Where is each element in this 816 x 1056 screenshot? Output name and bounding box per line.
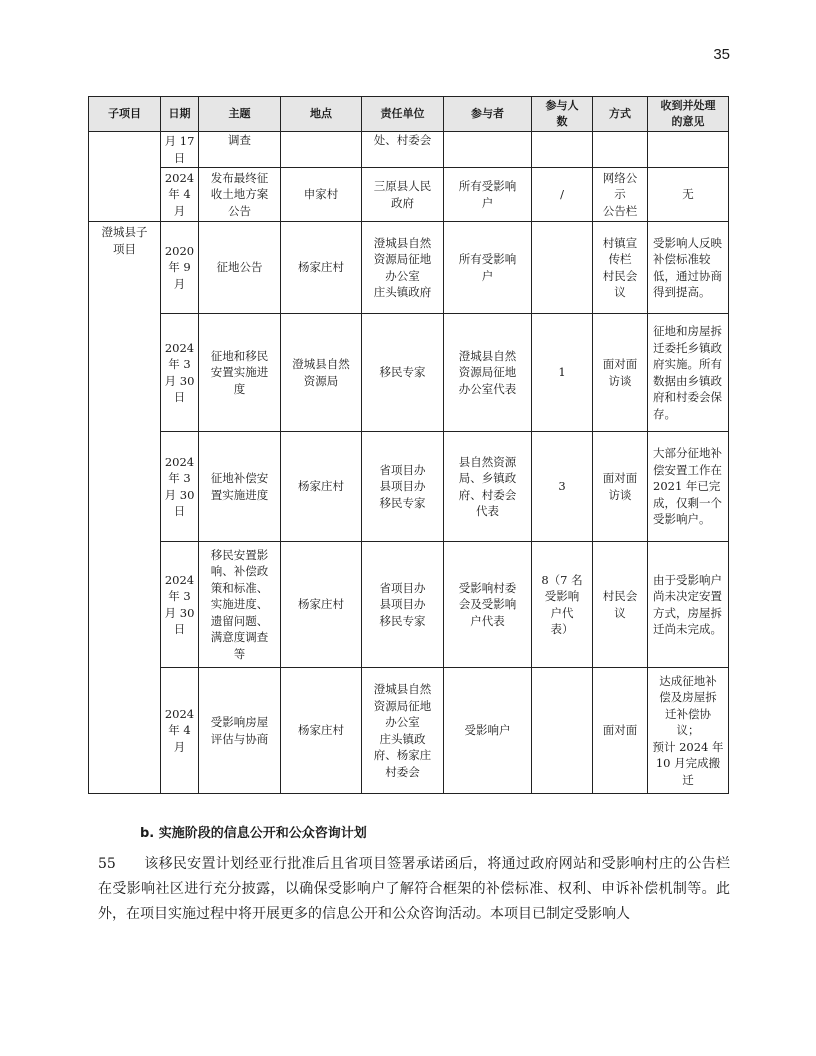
cell-participants: 所有受影响 户 xyxy=(444,168,532,222)
cell-location: 申家村 xyxy=(281,168,362,222)
cell-count: 1 xyxy=(532,314,593,432)
table-row xyxy=(89,542,729,668)
cell-responsible: 澄城县自然 资源局征地 办公室 庄头镇政 府、杨家庄 村委会 xyxy=(362,668,444,794)
paragraph-text: 该移民安置计划经亚行批准后且省项目签署承诺函后，将通过政府网站和受影响村庄的公告栏在受影响社区进行充分披露，以确保受影响户了解符合框架的补偿标准、权利、申诉补偿机制等。此外，在项目实施过程中将开展更多的信息公开和公众咨询活动。本项目已制定受影响人 xyxy=(98,856,730,922)
cell-count: 3 xyxy=(532,432,593,542)
table-row xyxy=(89,222,729,314)
cell-opinion: 无 xyxy=(648,168,729,222)
cell-topic: 征地公告 xyxy=(199,222,281,314)
cell-date: 2024 年 3 月 30 日 xyxy=(161,314,199,432)
cell-count xyxy=(532,222,593,314)
table-row xyxy=(89,314,729,432)
cell-date: 2024 年 4 月 xyxy=(161,168,199,222)
header-opinion: 收到并处理 的意见 xyxy=(648,97,729,132)
header-location: 地点 xyxy=(281,97,362,132)
header-topic: 主题 xyxy=(199,97,281,132)
cell-method: 网络公 示 公告栏 xyxy=(593,168,648,222)
cell-count xyxy=(532,668,593,794)
header-subproject: 子项目 xyxy=(89,97,161,132)
section-heading: b. 实施阶段的信息公开和公众咨询计划 xyxy=(140,826,367,841)
header-responsible: 责任单位 xyxy=(362,97,444,132)
cell-date: 2020 年 9 月 xyxy=(161,222,199,314)
table-row xyxy=(89,668,729,794)
body-paragraph xyxy=(98,852,730,927)
cell-count: 8（7 名 受影响 户代 表） xyxy=(532,542,593,668)
cell-opinion: 达成征地补 偿及房屋拆 迁补偿协 议； 预计 2024 年 10 月完成搬 迁 xyxy=(648,668,729,794)
cell-opinion: 大部分征地补偿安置工作在 2021 年已完成，仅剩一个受影响户。 xyxy=(648,432,729,542)
header-count: 参与人 数 xyxy=(532,97,593,132)
cell-opinion: 受影响人反映补偿标准较低，通过协商得到提高。 xyxy=(648,222,729,314)
cell-topic: 征地补偿安 置实施进度 xyxy=(199,432,281,542)
cell-opinion: 征地和房屋拆迁委托乡镇政府实施。所有数据由乡镇政府和村委会保存。 xyxy=(648,314,729,432)
cell-method: 面对面 xyxy=(593,668,648,794)
cell-topic: 受影响房屋 评估与协商 xyxy=(199,668,281,794)
cell-participants: 受影响户 xyxy=(444,668,532,794)
cell-responsible: 省项目办 县项目办 移民专家 xyxy=(362,432,444,542)
cell-responsible: 省项目办 县项目办 移民专家 xyxy=(362,542,444,668)
cell-participants xyxy=(444,132,532,168)
subproject-cell-blank xyxy=(89,132,161,222)
cell-method: 面对面 访谈 xyxy=(593,314,648,432)
consultation-table xyxy=(88,96,729,794)
table-row xyxy=(89,432,729,542)
cell-responsible: 移民专家 xyxy=(362,314,444,432)
cell-location: 杨家庄村 xyxy=(281,542,362,668)
cell-method: 村镇宣 传栏 村民会 议 xyxy=(593,222,648,314)
cell-participants: 所有受影响 户 xyxy=(444,222,532,314)
table-row xyxy=(89,168,729,222)
cell-date: 2024 年 3 月 30 日 xyxy=(161,542,199,668)
cell-location: 澄城县自然 资源局 xyxy=(281,314,362,432)
subproject-cell: 澄城县子 项目 xyxy=(89,222,161,794)
cell-opinion xyxy=(648,132,729,168)
cell-topic: 发布最终征 收土地方案 公告 xyxy=(199,168,281,222)
header-method: 方式 xyxy=(593,97,648,132)
cell-location xyxy=(281,132,362,168)
cell-method xyxy=(593,132,648,168)
header-date: 日期 xyxy=(161,97,199,132)
cell-participants: 澄城县自然 资源局征地 办公室代表 xyxy=(444,314,532,432)
cell-date: 月 17 日 xyxy=(161,132,199,168)
cell-location: 杨家庄村 xyxy=(281,222,362,314)
cell-count xyxy=(532,132,593,168)
cell-method: 面对面 访谈 xyxy=(593,432,648,542)
cell-participants: 受影响村委 会及受影响 户代表 xyxy=(444,542,532,668)
cell-count: / xyxy=(532,168,593,222)
cell-topic: 调查 xyxy=(199,132,281,168)
table-row xyxy=(89,132,729,168)
cell-topic: 移民安置影 响、补偿政 策和标准、 实施进度、 遗留问题、 满意度调查 等 xyxy=(199,542,281,668)
cell-date: 2024 年 4 月 xyxy=(161,668,199,794)
cell-location: 杨家庄村 xyxy=(281,668,362,794)
cell-method: 村民会 议 xyxy=(593,542,648,668)
cell-participants: 县自然资源 局、乡镇政 府、村委会 代表 xyxy=(444,432,532,542)
cell-responsible: 三原县人民 政府 xyxy=(362,168,444,222)
table-header-row xyxy=(89,97,729,132)
page-number: 35 xyxy=(713,46,730,63)
cell-responsible: 处、村委会 xyxy=(362,132,444,168)
cell-opinion: 由于受影响户尚未决定安置方式，房屋拆迁尚未完成。 xyxy=(648,542,729,668)
cell-location: 杨家庄村 xyxy=(281,432,362,542)
cell-topic: 征地和移民 安置实施进 度 xyxy=(199,314,281,432)
paragraph-number: 55 xyxy=(98,856,116,872)
cell-responsible: 澄城县自然 资源局征地 办公室 庄头镇政府 xyxy=(362,222,444,314)
cell-date: 2024 年 3 月 30 日 xyxy=(161,432,199,542)
header-participants: 参与者 xyxy=(444,97,532,132)
